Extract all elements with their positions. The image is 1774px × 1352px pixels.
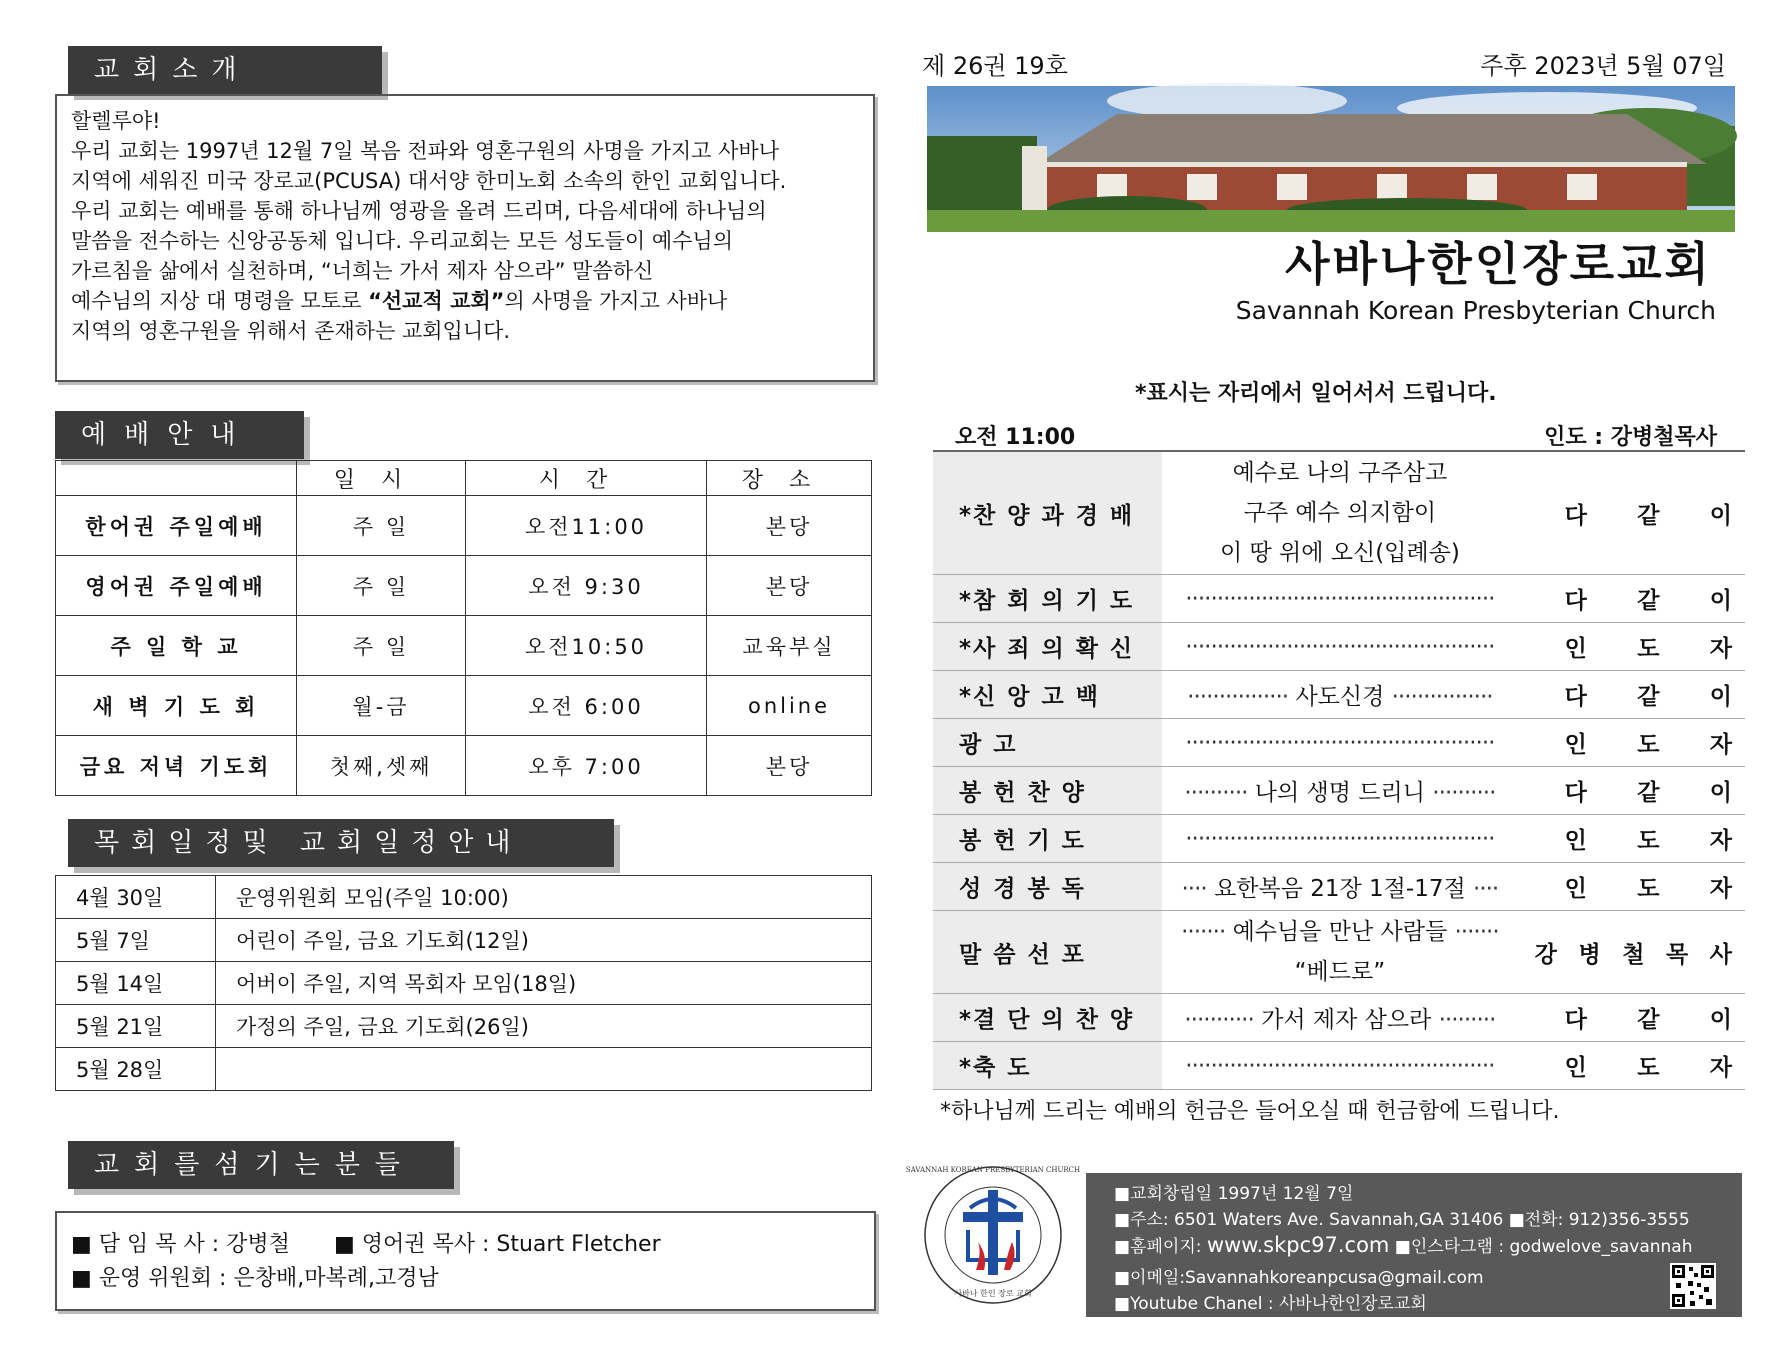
worship-time: 오전10:50 <box>466 616 707 676</box>
content-line: “베드로” <box>1294 959 1386 985</box>
order-item-content <box>1162 767 1518 815</box>
service-time: 오전 11:00 <box>955 425 1076 450</box>
worship-place: 본당 <box>707 496 872 556</box>
order-item-content <box>1162 815 1518 863</box>
presenter-char: 도 <box>1637 828 1660 854</box>
presenter-char: 같 <box>1637 684 1660 710</box>
order-item-name: 성 경 봉 독 <box>933 863 1162 911</box>
logo-ring-text: SAVANNAH KOREAN PRESBYTERIAN CHURCH <box>905 1166 1081 1174</box>
leader-dots: ················································· <box>1185 585 1495 612</box>
leader-dots: ················································· <box>1185 633 1495 660</box>
order-item-name: *참 회 의 기 도 <box>933 575 1162 623</box>
schedule-date: 5월 21일 <box>56 1005 216 1048</box>
presenter-text <box>1519 582 1744 615</box>
order-item-name: 봉 헌 기 도 <box>933 815 1162 863</box>
table-row <box>56 1048 872 1091</box>
intro-text: 예수님의 지상 대 명령을 모토로 <box>71 289 369 313</box>
content-text: 요한복음 21장 1절-17절 <box>1214 876 1466 902</box>
presenter-char: 이 <box>1709 502 1732 529</box>
bullet-icon: ■ <box>71 1266 92 1291</box>
presenter-char: 자 <box>1709 828 1732 854</box>
order-item-presenter <box>1518 767 1745 815</box>
table-row <box>933 767 1745 815</box>
table-row <box>56 556 872 616</box>
qr-code-icon <box>1670 1263 1716 1309</box>
homepage-link[interactable]: www.skpc97.com <box>1206 1233 1390 1257</box>
intro-text: 의 사명을 가지고 사바나 <box>504 289 728 313</box>
presenter-text <box>1519 1049 1744 1082</box>
bullet-icon: ■ <box>333 1232 355 1257</box>
order-item-name: *결 단 의 찬 양 <box>933 994 1162 1042</box>
presenter-char: 인 <box>1564 876 1587 902</box>
leader-dots: ················································· <box>1185 825 1495 852</box>
presenter-text <box>1519 678 1744 711</box>
table-row <box>933 719 1745 767</box>
content-line <box>1163 912 1517 952</box>
worship-header: 예배안내 <box>55 411 304 459</box>
church-name-korean: 사바나한인장로교회 <box>1285 237 1712 291</box>
leader-dots: ················ <box>1187 684 1289 710</box>
servants-line <box>71 1261 439 1292</box>
presenter-char: 이 <box>1709 588 1732 614</box>
presenter-char: 다 <box>1564 502 1587 529</box>
schedule-event: 어린이 주일, 금요 기도회(12일) <box>216 919 872 962</box>
worship-name: 주 일 학 교 <box>56 616 297 676</box>
church-name-english: Savannah Korean Presbyterian Church <box>1235 296 1716 325</box>
order-item-presenter <box>1518 994 1745 1042</box>
presenter-char: 자 <box>1709 732 1732 758</box>
bulletin-date: 주후 2023년 5월 07일 <box>1480 52 1726 80</box>
order-item-content <box>1162 575 1518 623</box>
order-item-name: *찬 양 과 경 배 <box>933 452 1162 575</box>
presenter-char: 인 <box>1564 828 1587 854</box>
order-item-presenter <box>1518 575 1745 623</box>
english-pastor-name: 영어권 목사 : Stuart Fletcher <box>361 1232 661 1257</box>
service-leader: 인도 : 강병철목사 <box>1544 425 1717 450</box>
presenter-char: 자 <box>1709 876 1732 902</box>
table-row <box>56 736 872 796</box>
phone: ■전화: 912)356-3555 <box>1508 1210 1690 1230</box>
presenter-char: 자 <box>1709 636 1732 662</box>
presenter-text <box>1519 822 1744 855</box>
worship-place: online <box>707 676 872 736</box>
presenter-text <box>1519 774 1744 807</box>
schedule-event: 운영위원회 모임(주일 10:00) <box>216 876 872 919</box>
church-logo <box>905 1160 1081 1310</box>
order-item-presenter <box>1518 815 1745 863</box>
volume-number: 제 26권 19호 <box>922 52 1068 80</box>
order-item-name: *신 앙 고 백 <box>933 671 1162 719</box>
bullet-icon: ■ <box>71 1232 92 1257</box>
leader-dots: ···· <box>1473 876 1499 902</box>
table-row <box>933 623 1745 671</box>
order-of-service <box>933 452 1745 1090</box>
presenter-char: 같 <box>1637 1007 1660 1033</box>
schedule-date: 5월 28일 <box>56 1048 216 1091</box>
table-row <box>56 616 872 676</box>
order-item-name: 봉 헌 찬 양 <box>933 767 1162 815</box>
presenter-char: 병 <box>1578 941 1601 968</box>
order-item-content <box>1162 671 1518 719</box>
presenter-char: 인 <box>1564 1055 1587 1081</box>
content-text: 나의 생명 드리니 <box>1254 780 1425 806</box>
content-line: 이 땅 위에 오신(입례송) <box>1219 540 1460 566</box>
address: ■주소: 6501 Waters Ave. Savannah,GA 31406 <box>1114 1210 1504 1230</box>
content-text: 사도신경 <box>1295 684 1385 710</box>
order-item-content <box>1162 994 1518 1042</box>
schedule-event: 어버이 주일, 지역 목회자 모임(18일) <box>216 962 872 1005</box>
worship-col-head: 시간 <box>466 461 707 496</box>
intro-line: 우리 교회는 예배를 통해 하나님께 영광을 올려 드리며, 다음세대에 하나님의 <box>71 199 767 223</box>
address-phone <box>1114 1205 1690 1230</box>
intro-line: 지역에 세워진 미국 장로교(PCUSA) 대서양 한미노회 소속의 한인 교회입니다. <box>71 169 787 193</box>
worship-col-head: 일시 <box>297 461 466 496</box>
leader-dots: ········· <box>1438 1007 1496 1033</box>
web-social <box>1114 1232 1693 1257</box>
presenter-char: 다 <box>1564 1007 1587 1033</box>
table-row <box>56 876 872 919</box>
presenter-char: 도 <box>1637 636 1660 662</box>
leader-dots: ······· <box>1181 919 1226 945</box>
presenter-char: 다 <box>1564 588 1587 614</box>
servants-header: 교회를섬기는분들 <box>68 1141 454 1189</box>
presenter-char: 이 <box>1709 780 1732 806</box>
table-row <box>56 496 872 556</box>
presenter-char: 인 <box>1564 636 1587 662</box>
table-row <box>56 676 872 736</box>
worship-name: 영어권 주일예배 <box>56 556 297 616</box>
table-row <box>933 911 1745 994</box>
worship-time: 오전 9:30 <box>466 556 707 616</box>
presenter-char: 도 <box>1637 876 1660 902</box>
table-row <box>56 1005 872 1048</box>
presenter-text <box>1519 497 1744 530</box>
schedule-table <box>55 875 872 1091</box>
order-item-presenter <box>1518 1042 1745 1090</box>
worship-col-head <box>56 461 297 496</box>
worship-name: 새 벽 기 도 회 <box>56 676 297 736</box>
presenter-text <box>1519 630 1744 663</box>
presenter-char: 철 <box>1622 941 1645 968</box>
church-photo <box>927 86 1735 232</box>
worship-place: 교육부실 <box>707 616 872 676</box>
standing-note: *표시는 자리에서 일어서서 드립니다. <box>1135 381 1497 406</box>
order-item-content <box>1162 452 1518 575</box>
presenter-char: 자 <box>1709 1055 1732 1081</box>
presenter-char: 도 <box>1637 1055 1660 1081</box>
leader-dots: ·········· <box>1432 780 1496 806</box>
intro-line: 말씀을 전수하는 신앙공동체 입니다. 우리교회는 모든 성도들이 예수님의 <box>71 229 733 253</box>
table-row <box>56 962 872 1005</box>
presenter-char: 사 <box>1709 941 1732 968</box>
table-row <box>56 919 872 962</box>
worship-day: 첫째,셋째 <box>297 736 466 796</box>
worship-place: 본당 <box>707 736 872 796</box>
leader-dots: ················································· <box>1185 729 1495 756</box>
order-item-content <box>1162 911 1518 994</box>
worship-table <box>55 460 872 796</box>
founded-date: ■교회창립일 1997년 12월 7일 <box>1114 1184 1354 1204</box>
pastor-name: 담 임 목 사 : 강병철 <box>98 1232 290 1257</box>
presenter-char: 목 <box>1666 941 1689 968</box>
table-row <box>933 815 1745 863</box>
intro-emphasis: “선교적 교회” <box>368 289 505 313</box>
leader-dots: ·········· <box>1184 780 1248 806</box>
leader-dots: ··········· <box>1184 1007 1254 1033</box>
order-item-presenter <box>1518 452 1745 575</box>
table-row <box>933 671 1745 719</box>
table-row <box>933 1042 1745 1090</box>
intro-line: 가르침을 삶에서 실천하며, “너희는 가서 제자 삼으라” 말씀하신 <box>71 259 654 283</box>
content-text: 가서 제자 삼으라 <box>1261 1007 1432 1033</box>
intro-line: 우리 교회는 1997년 12월 7일 복음 전파와 영혼구원의 사명을 가지고 사바나 <box>71 139 779 163</box>
order-item-name: 광 고 <box>933 719 1162 767</box>
order-item-content <box>1162 719 1518 767</box>
presenter-char: 이 <box>1709 1007 1732 1033</box>
email: ■이메일:Savannahkoreanpcusa@gmail.com <box>1114 1268 1484 1288</box>
worship-name: 금요 저녁 기도회 <box>56 736 297 796</box>
schedule-date: 5월 14일 <box>56 962 216 1005</box>
youtube-channel: ■Youtube Chanel : 사바나한인장로교회 <box>1114 1294 1427 1314</box>
order-item-presenter <box>1518 863 1745 911</box>
order-item-name: *축 도 <box>933 1042 1162 1090</box>
table-row <box>933 452 1745 575</box>
content-line: 구주 예수 의지함이 <box>1243 500 1437 526</box>
content-line: 예수로 나의 구주삼고 <box>1232 460 1448 486</box>
table-row <box>933 575 1745 623</box>
homepage-label: ■홈페이지: <box>1114 1237 1207 1257</box>
order-item-content <box>1162 1042 1518 1090</box>
presenter-text <box>1519 936 1744 969</box>
presenter-text <box>1519 870 1744 903</box>
intro-line: 지역의 영혼구원을 위해서 존재하는 교회입니다. <box>71 319 511 343</box>
intro-header: 교회소개 <box>68 46 382 94</box>
leader-dots: ················ <box>1391 684 1493 710</box>
presenter-text <box>1519 726 1744 759</box>
intro-box <box>55 94 875 382</box>
content-text: 예수님을 만난 사람들 <box>1232 919 1448 945</box>
contact-info-box <box>1086 1173 1742 1317</box>
servants-line <box>71 1227 661 1258</box>
logo-bottom-text: 사바나 한인 장로 교회 <box>954 1289 1032 1298</box>
worship-day: 주 일 <box>297 616 466 676</box>
servants-box <box>55 1211 876 1311</box>
schedule-date: 5월 7일 <box>56 919 216 962</box>
schedule-event: 가정의 주일, 금요 기도회(26일) <box>216 1005 872 1048</box>
presenter-char: 다 <box>1564 684 1587 710</box>
presenter-char: 강 <box>1534 941 1557 968</box>
schedule-date: 4월 30일 <box>56 876 216 919</box>
presenter-char: 도 <box>1637 732 1660 758</box>
worship-time: 오전11:00 <box>466 496 707 556</box>
table-row <box>933 994 1745 1042</box>
presenter-char: 같 <box>1637 588 1660 614</box>
worship-place: 본당 <box>707 556 872 616</box>
leader-dots: ···· <box>1181 876 1207 902</box>
presenter-char: 인 <box>1564 732 1587 758</box>
order-item-name: *사 죄 의 확 신 <box>933 623 1162 671</box>
presenter-text <box>1519 1001 1744 1034</box>
order-item-presenter <box>1518 719 1745 767</box>
intro-line <box>71 286 859 316</box>
worship-day: 주 일 <box>297 496 466 556</box>
order-item-presenter <box>1518 671 1745 719</box>
worship-name: 한어권 주일예배 <box>56 496 297 556</box>
worship-day: 월-금 <box>297 676 466 736</box>
presenter-char: 같 <box>1637 780 1660 806</box>
offering-note: *하나님께 드리는 예배의 헌금은 들어오실 때 헌금함에 드립니다. <box>940 1099 1560 1124</box>
instagram-handle: ■인스타그램 : godwelove_savannah <box>1394 1237 1693 1257</box>
worship-col-head: 장소 <box>707 461 872 496</box>
order-item-content <box>1162 623 1518 671</box>
presenter-char: 이 <box>1709 684 1732 710</box>
order-item-presenter <box>1518 623 1745 671</box>
presbyterian-seal-icon <box>905 1160 1081 1310</box>
schedule-header: 목회일정및 교회일정안내 <box>68 819 614 867</box>
church-building-illustration <box>927 86 1735 232</box>
presenter-char: 다 <box>1564 780 1587 806</box>
order-item-name: 말 씀 선 포 <box>933 911 1162 994</box>
worship-day: 주 일 <box>297 556 466 616</box>
leader-dots: ······· <box>1454 919 1499 945</box>
worship-time: 오전 6:00 <box>466 676 707 736</box>
presenter-char: 같 <box>1637 502 1660 529</box>
schedule-event <box>216 1048 872 1091</box>
intro-line: 할렐루야! <box>71 109 161 133</box>
leader-dots: ················································· <box>1185 1052 1495 1079</box>
order-item-presenter <box>1518 911 1745 994</box>
order-item-content <box>1162 863 1518 911</box>
worship-time: 오후 7:00 <box>466 736 707 796</box>
committee-names: 운영 위원회 : 은창배,마복례,고경남 <box>98 1266 439 1291</box>
table-row <box>933 863 1745 911</box>
